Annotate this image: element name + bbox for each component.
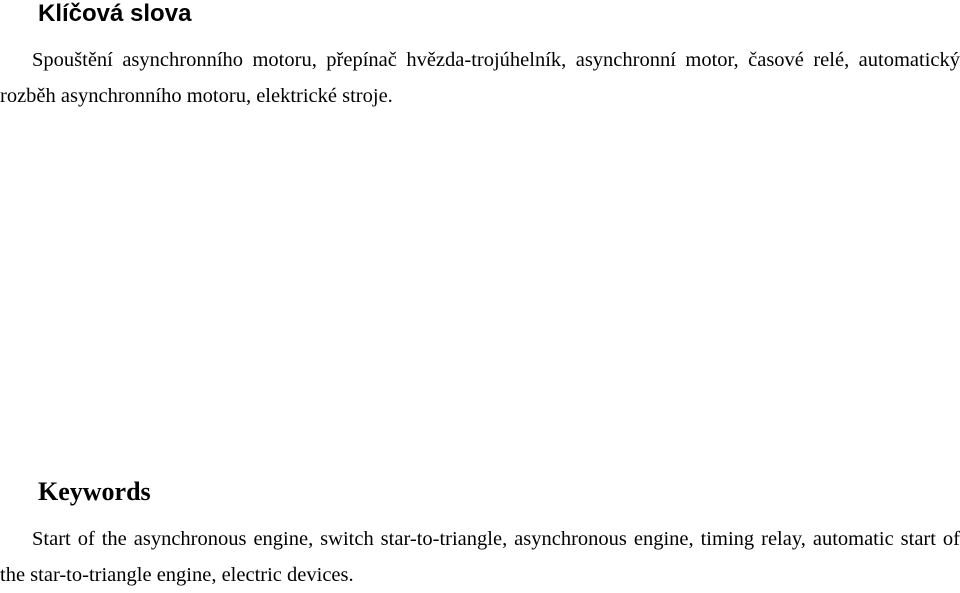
czech-keywords-heading: Klíčová slova bbox=[38, 0, 192, 27]
english-keywords-text: Start of the asynchronous engine, switch star-to-triangle, asynchronous engine, timing relay, automatic start of the star-to-triangle engine, electric devices. bbox=[0, 528, 960, 586]
english-keywords-heading: Keywords bbox=[38, 477, 151, 506]
czech-keywords-text: Spouštění asynchronního motoru, přepínač hvězda-trojúhelník, asynchronní motor, časové relé, automatický rozběh asynchronního motoru, elektrické stroje. bbox=[0, 49, 960, 107]
